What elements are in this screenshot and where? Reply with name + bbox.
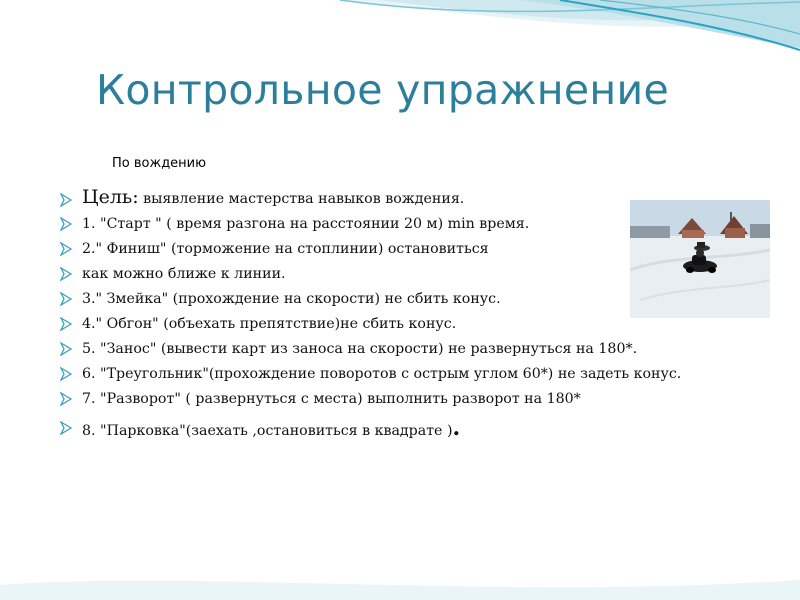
list-item: как можно ближе к линии. [60, 265, 622, 284]
arrow-bullet-icon [60, 292, 72, 306]
arrow-bullet-icon [60, 392, 72, 406]
goal-item [60, 188, 760, 209]
list-item: 8. "Парковка"(заехать ,остановиться в квадрате ). [60, 419, 760, 441]
arrow-bullet-icon [60, 242, 72, 256]
list-item: 5. "Занос" (вывести карт из заноса на скорости) не развернуться на 180*. [60, 340, 760, 359]
arrow-bullet-icon [60, 367, 72, 381]
list-item: 4." Обгон" (объехать препятствие)не сбить конус. [60, 315, 622, 334]
arrow-bullet-icon [60, 421, 72, 435]
list-item: 1. "Старт " ( время разгона на расстоянии 20 м) min время. [60, 215, 622, 234]
slide-title: Контрольное упражнение [96, 66, 669, 114]
goal-text: выявление мастерства навыков вождения. [138, 191, 465, 207]
arrow-bullet-icon [60, 317, 72, 331]
goal-label: Цель: [82, 186, 139, 208]
list-item: 2." Финиш" (торможение на стоплинии) остановиться [60, 240, 622, 259]
list-item: 7. "Разворот" ( развернуться с места) выполнить разворот на 180* [60, 390, 760, 409]
list-item: 6. "Треугольник"(прохождение поворотов с острым углом 60*) не задеть конус. [60, 365, 760, 384]
list-item: 3." Змейка" (прохождение на скорости) не сбить конус. [60, 290, 622, 309]
arrow-bullet-icon [60, 267, 72, 281]
arrow-bullet-icon [60, 342, 72, 356]
arrow-bullet-icon [60, 217, 72, 231]
exercise-list [60, 188, 760, 447]
slide-subtitle: По вождению [112, 156, 207, 171]
trailing-dot: . [452, 415, 461, 441]
arrow-bullet-icon [60, 193, 72, 207]
